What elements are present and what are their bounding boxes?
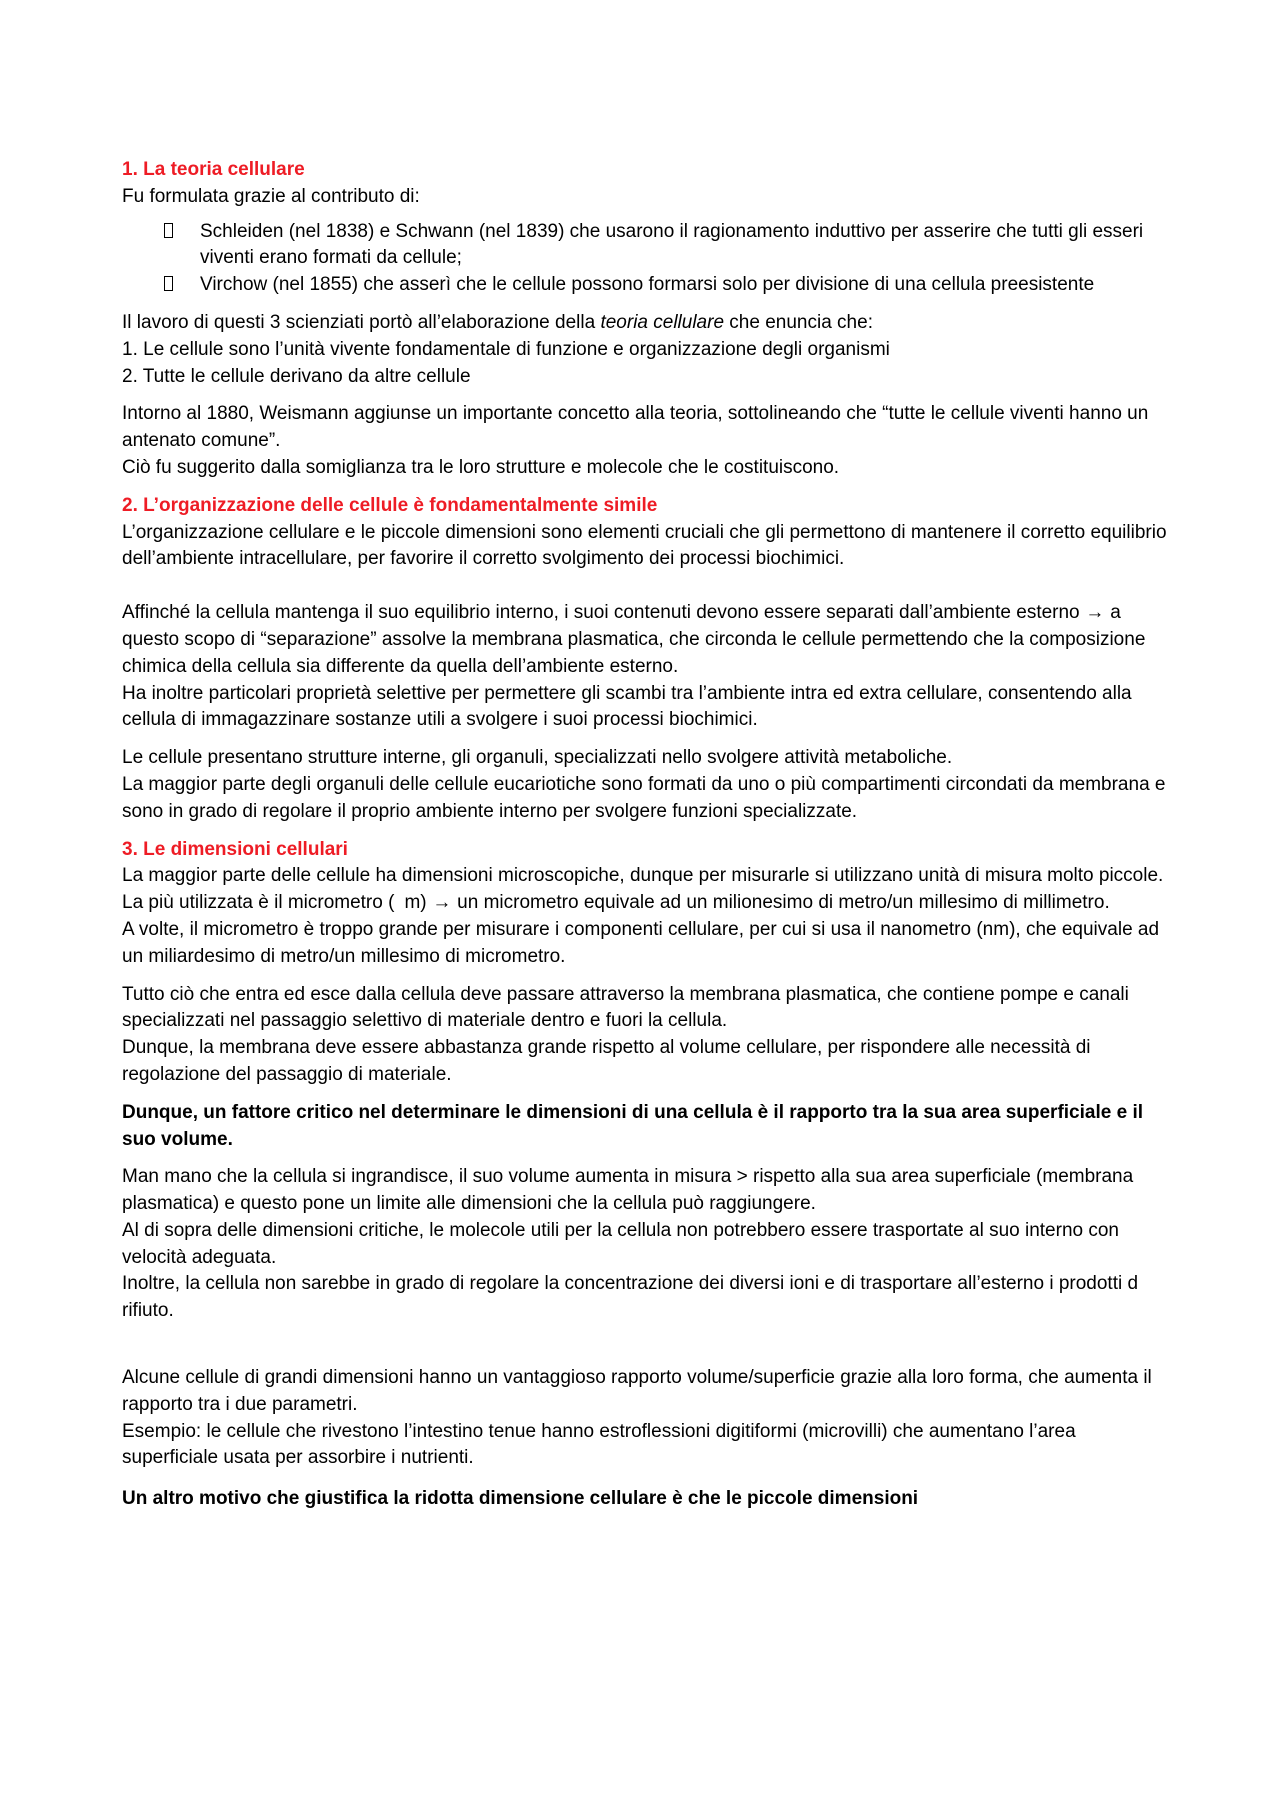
text-run: m) <box>404 892 427 914</box>
paragraph: Man mano che la cellula si ingrandisce, il suo volume aumenta in misura > rispetto alla sua area superficiale (membrana plasmatica) e questo pone un limite alle dimensioni che la cellula può raggiungere. <box>122 1166 1134 1215</box>
numbered-point-1: 1. Le cellule sono l’unità vivente fondamentale di funzione e organizzazione degli organismi <box>122 338 890 360</box>
list-item-text: Virchow (nel 1855) che asserì che le cellule possono formarsi solo per divisione di una cellula preesistente <box>200 274 1095 296</box>
paragraph: A volte, il micrometro è troppo grande per misurare i componenti cellulare, per cui si usa il nanometro (nm), che equivale ad un miliardesimo di metro/un millesimo di micrometro. <box>122 918 1160 967</box>
text-run: Il lavoro di questi 3 scienziati portò all’elaborazione della <box>122 311 601 333</box>
section-1-intro: Fu formulata grazie al contributo di: <box>122 185 420 207</box>
section-3-title: 3. Le dimensioni cellulari <box>122 838 348 860</box>
text-run: un micrometro equivale ad un milionesimo di metro/un millesimo di millimetro. <box>457 892 1110 914</box>
section-2-title: 2. L’organizzazione delle cellule è fondamentalmente simile <box>122 494 658 516</box>
paragraph: Inoltre, la cellula non sarebbe in grado di regolare la concentrazione dei diversi ioni e di trasportare all’esterno i prodotti d rifiuto. <box>122 1273 1139 1322</box>
document-page <box>122 157 1167 1513</box>
paragraph <box>122 890 1167 917</box>
list-item <box>122 272 1167 299</box>
text-run: che enuncia che: <box>724 311 873 333</box>
paragraph: Al di sopra delle dimensioni critiche, le molecole utili per la cellula non potrebbero essere trasportate al suo interno con velocità adeguata. <box>122 1219 1119 1268</box>
paragraph: Alcune cellule di grandi dimensioni hanno un vantaggioso rapporto volume/superficie grazie alla loro forma, che aumenta il rapporto tra i due parametri. <box>122 1367 1152 1415</box>
italic-term: teoria cellulare <box>600 311 725 333</box>
section-1-title: 1. La teoria cellulare <box>122 159 305 180</box>
paragraph: Le cellule presentano strutture interne, gli organuli, specializzati nello svolgere attività metaboliche. <box>122 747 953 769</box>
text-run: Affinché la cellula mantenga il suo equilibrio interno, i suoi contenuti devono essere separati dall’ambiente esterno <box>122 602 1080 624</box>
paragraph: Intorno al 1880, Weismann aggiunse un importante concetto alla teoria, sottolineando che “tutte le cellule viventi hanno un antenato comune”. <box>122 403 1149 452</box>
list-item-text: Schleiden (nel 1838) e Schwann (nel 1839) che usarono il ragionamento induttivo per asserire che tutti gli esseri viventi erano formati da cellule; <box>200 220 1144 269</box>
list-item <box>122 219 1167 273</box>
numbered-point-2: 2. Tutte le cellule derivano da altre cellule <box>122 365 471 387</box>
paragraph <box>122 310 1167 337</box>
arrow-right-icon: → <box>1085 602 1105 624</box>
key-statement: Un altro motivo che giustifica la ridotta dimensione cellulare è che le piccole dimensioni <box>122 1488 919 1510</box>
arrow-right-icon: → <box>432 892 452 914</box>
text-run: a questo scopo di “separazione” assolve la membrana plasmatica, che circonda le cellule permettendo che la composizione chimica della cellula sia differente da quella dell’ambiente esterno. <box>122 602 1146 677</box>
paragraph: Esempio: le cellule che rivestono l’intestino tenue hanno estroflessioni digitiformi (microvilli) che aumentano l’area superficiale usata per assorbire i nutrienti. <box>122 1420 1076 1469</box>
paragraph: Dunque, la membrana deve essere abbastanza grande rispetto al volume cellulare, per rispondere alle necessità di regolazione del passaggio di materiale. <box>122 1037 1091 1085</box>
paragraph <box>122 600 1167 680</box>
text-run: La più utilizzata è il micrometro ( <box>122 892 395 914</box>
contributors-list <box>122 219 1167 299</box>
paragraph: Ciò fu suggerito dalla somiglianza tra le loro strutture e molecole che le costituiscono. <box>122 456 840 478</box>
paragraph: La maggior parte delle cellule ha dimensioni microscopiche, dunque per misurarle si utilizzano unità di misura molto piccole. <box>122 865 1164 887</box>
key-statement: Dunque, un fattore critico nel determinare le dimensioni di una cellula è il rapporto tra la sua area superficiale e il suo volume. <box>122 1101 1143 1150</box>
paragraph: Ha inoltre particolari proprietà selettive per permettere gli scambi tra l’ambiente intra ed extra cellulare, consentendo alla cellula di immagazzinare sostanze utili a svolgere i suoi processi biochimici. <box>122 682 1132 731</box>
paragraph: Tutto ciò che entra ed esce dalla cellula deve passare attraverso la membrana plasmatica, che contiene pompe e canali specializzati nel passaggio selettivo di materiale dentro e fuori la cellula. <box>122 983 1129 1032</box>
paragraph: La maggior parte degli organuli delle cellule eucariotiche sono formati da uno o più compartimenti circondati da membrana e sono in grado di regolare il proprio ambiente interno per svolgere funzioni specializzate. <box>122 773 1166 822</box>
bullet-icon <box>164 276 173 291</box>
bullet-icon <box>164 223 173 238</box>
paragraph: L’organizzazione cellulare e le piccole dimensioni sono elementi cruciali che gli permettono di mantenere il corretto equilibrio dell’ambiente intracellulare, per favorire il corretto svolgimento dei processi biochimici. <box>122 521 1167 570</box>
